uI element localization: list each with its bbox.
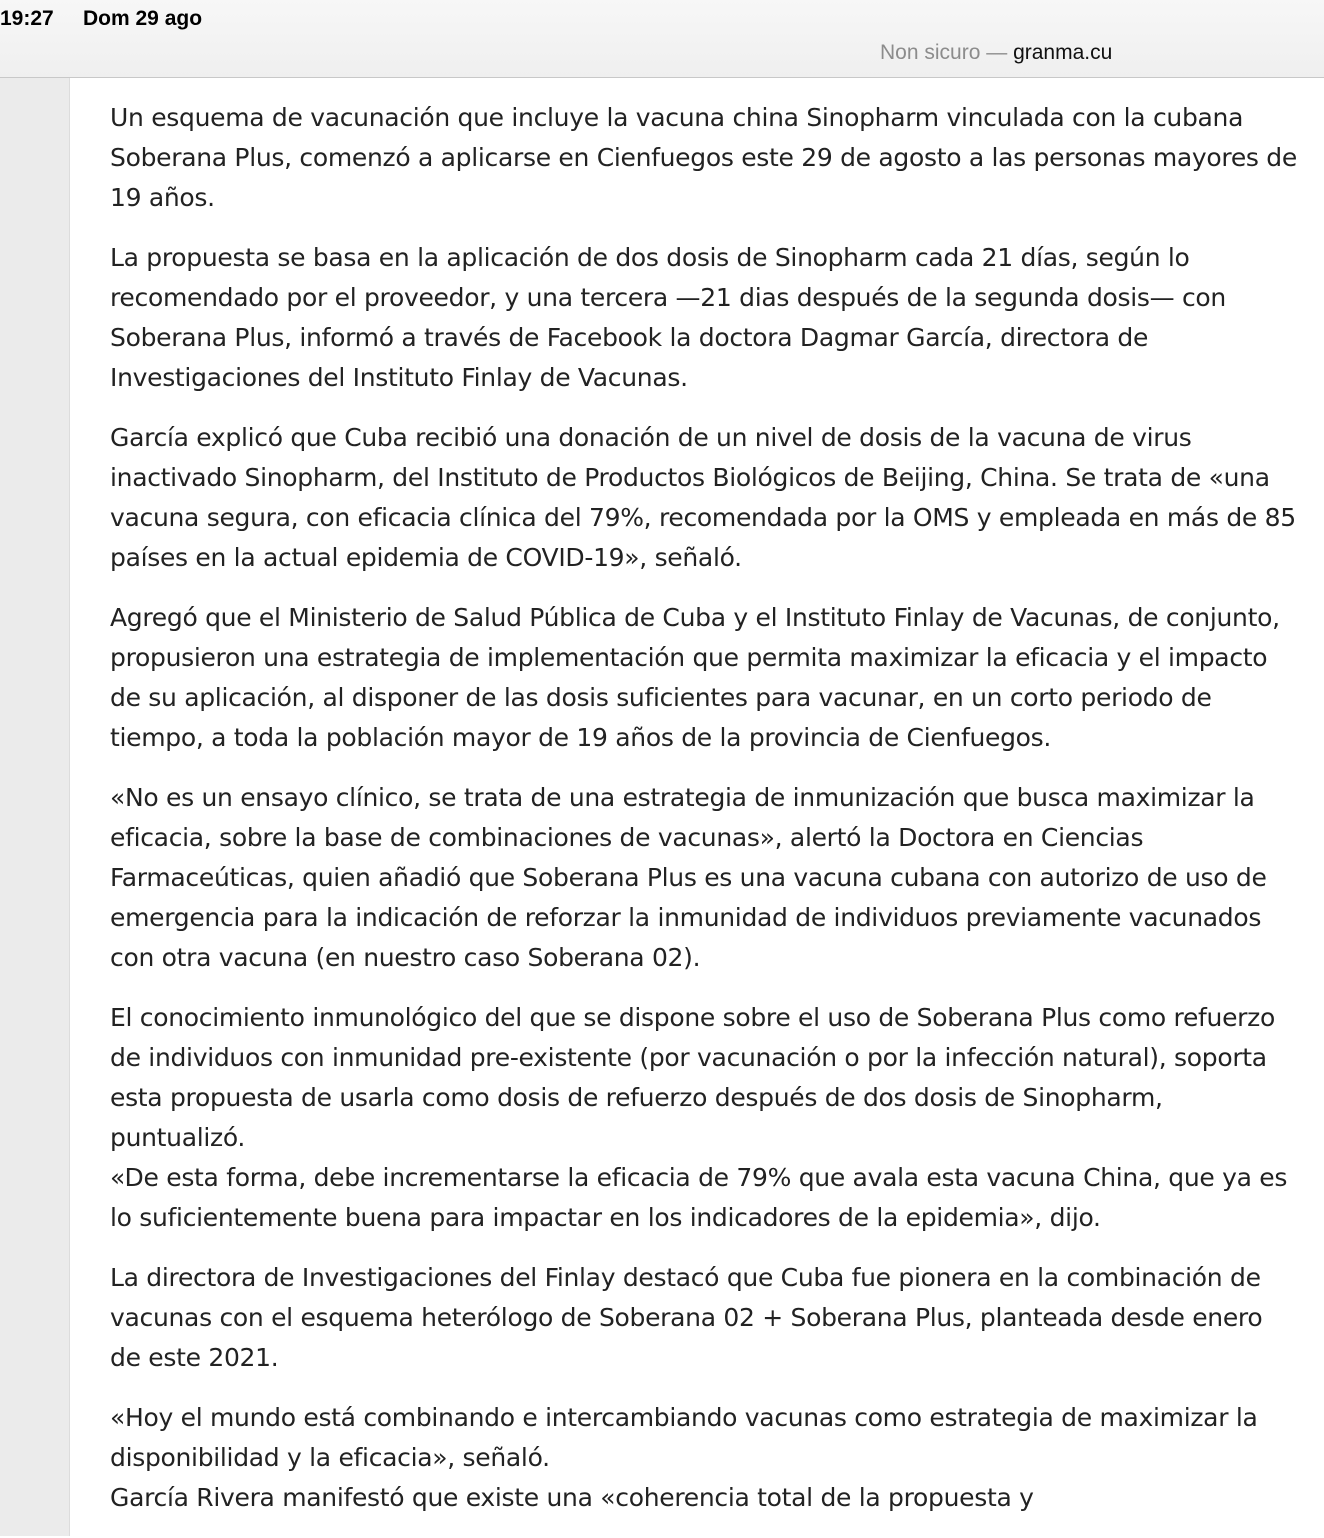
status-date: Dom 29 ago [83, 7, 203, 30]
url-domain: granma.cu [1013, 41, 1113, 64]
article-paragraph: El conocimiento inmunológico del que se dispone sobre el uso de Soberana Plus como refuerzo de individuos con inmunidad pre-existente (por vacunación o por la infección natural), soporta esta propuesta de usarla como dosis de refuerzo después de dos dosis de Sinopharm, puntualizó. [110, 1003, 1275, 1152]
address-bar[interactable] [880, 41, 1112, 65]
status-bar [0, 0, 1324, 78]
article-paragraph: La propuesta se basa en la aplicación de dos dosis de Sinopharm cada 21 días, según lo recomendado por el proveedor, y una tercera —21 dias después de la segunda dosis— con Soberana Plus, informó a través de Facebook la doctora Dagmar García, directora de Investigaciones del Instituto Finlay de Vacunas. [110, 243, 1226, 392]
article-paragraph: García Rivera manifestó que existe una «coherencia total de la propuesta y [110, 1483, 1034, 1512]
article-paragraph: García explicó que Cuba recibió una donación de un nivel de dosis de la vacuna de virus inactivado Sinopharm, del Instituto de Productos Biológicos de Beijing, China. Se trata de «una vacuna segura, con eficacia clínica del 79%, recomendada por la OMS y empleada en más de 85 países en la actual epidemia de COVID-19», señaló. [110, 423, 1296, 572]
article-paragraph: «No es un ensayo clínico, se trata de una estrategia de inmunización que busca maximizar la eficacia, sobre la base de combinaciones de vacunas», alertó la Doctora en Ciencias Farmaceúticas, quien añadió que Soberana Plus es una vacuna cubana con autorizo de uso de emergencia para la indicación de reforzar la inmunidad de individuos previamente vacunados con otra vacuna (en nuestro caso Soberana 02). [110, 783, 1267, 972]
left-gutter [0, 78, 70, 1536]
article-paragraph: «Hoy el mundo está combinando e intercambiando vacunas como estrategia de maximizar la disponibilidad y la eficacia», señaló. [110, 1403, 1258, 1472]
article-paragraph: La directora de Investigaciones del Finlay destacó que Cuba fue pionera en la combinación de vacunas con el esquema heterólogo de Soberana 02 + Soberana Plus, planteada desde enero de este 2021. [110, 1263, 1263, 1372]
article-body [110, 98, 1300, 1538]
article-paragraph: «De esta forma, debe incrementarse la eficacia de 79% que avala esta vacuna China, que ya es lo suficientemente buena para impactar en los indicadores de la epidemia», dijo. [110, 1163, 1288, 1232]
status-time: 19:27 [0, 7, 54, 30]
article-paragraph: Un esquema de vacunación que incluye la vacuna china Sinopharm vinculada con la cubana Soberana Plus, comenzó a aplicarse en Cienfuegos este 29 de agosto a las personas mayores de 19 años. [110, 103, 1297, 212]
security-warning: Non sicuro — [880, 41, 1008, 64]
article-paragraph: Agregó que el Ministerio de Salud Pública de Cuba y el Instituto Finlay de Vacunas, de conjunto, propusieron una estrategia de implementación que permita maximizar la eficacia y el impacto de su aplicación, al disponer de las dosis suficientes para vacunar, en un corto periodo de tiempo, a toda la población mayor de 19 años de la provincia de Cienfuegos. [110, 603, 1280, 752]
